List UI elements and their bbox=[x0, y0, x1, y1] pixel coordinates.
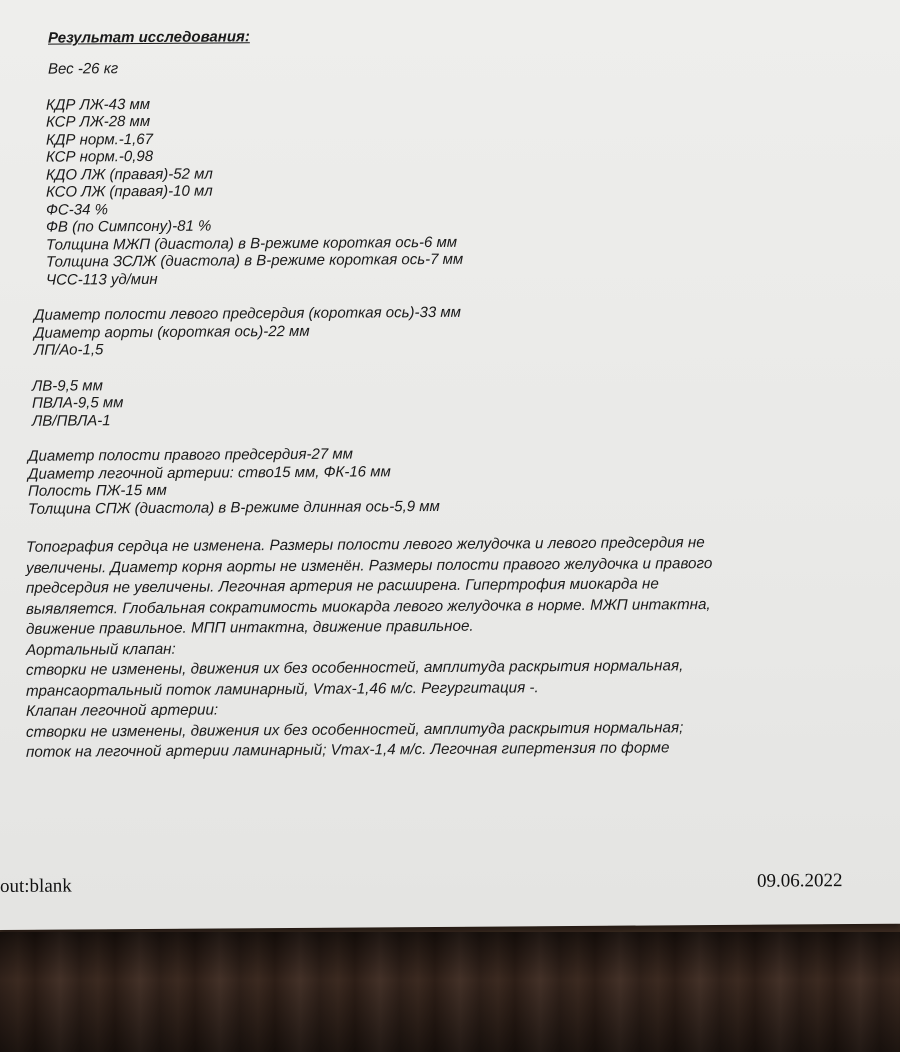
text-line: КСО ЛЖ (правая)-10 мл bbox=[46, 182, 213, 201]
report-heading: Результат исследования: bbox=[48, 28, 250, 47]
wooden-table-background bbox=[0, 932, 900, 1052]
text-line: выявляется. Глобальная сократимость миокарда левого желудочка в норме. МЖП интактна, bbox=[26, 595, 711, 618]
text-line: КДР ЛЖ-43 мм bbox=[46, 95, 151, 114]
pulmonary-veins-block bbox=[32, 372, 840, 430]
text-line: поток на легочной артерии ламинарный; Vmax-1,4 м/с. Легочная гипертензия по форме bbox=[26, 739, 670, 761]
text-line: ЛВ/ПВЛА-1 bbox=[32, 411, 111, 430]
print-footer-url: out:blank bbox=[0, 875, 72, 897]
print-footer-date: 09.06.2022 bbox=[757, 870, 843, 892]
text-line: ПВЛА-9,5 мм bbox=[32, 394, 124, 412]
text-line: створки не изменены, движения их без особенностей, амплитуда раскрытия нормальная; bbox=[26, 718, 684, 741]
text-line: ФВ (по Симпсону)-81 % bbox=[46, 217, 212, 236]
text-line: ФС-34 % bbox=[46, 200, 108, 219]
text-line: Толщина СПЖ (диастола) в В-режиме длинная ось-5,9 мм bbox=[28, 497, 440, 518]
text-line: Диаметр легочной артерии: ство15 мм, ФК-16 мм bbox=[28, 462, 391, 483]
text-line: ЛВ-9,5 мм bbox=[32, 376, 103, 395]
atrium-aorta-block bbox=[34, 301, 840, 359]
text-line: КСР ЛЖ-28 мм bbox=[46, 112, 151, 131]
text-line: предсердия не увеличены. Легочная артерия не расширена. Гипертрофия миокарда не bbox=[26, 575, 659, 597]
text-line: Аортальный клапан: bbox=[26, 640, 176, 659]
text-line: увеличены. Диаметр корня аорты не изменён. Размеры полости правого желудочка и правого bbox=[26, 554, 713, 577]
text-line: Диаметр аорты (короткая ось)-22 мм bbox=[34, 322, 310, 342]
right-heart-block bbox=[28, 442, 840, 518]
left-ventricle-block bbox=[46, 91, 840, 289]
text-line: КДО ЛЖ (правая)-52 мл bbox=[46, 165, 213, 184]
report-body bbox=[26, 24, 840, 763]
text-line: Толщина МЖП (диастола) в В-режиме короткая ось-6 мм bbox=[46, 233, 458, 254]
text-line: трансаортальный поток ламинарный, Vmax-1,46 м/с. Регургитация -. bbox=[26, 678, 539, 700]
text-line: Клапан легочной артерии: bbox=[26, 701, 219, 720]
conclusion-paragraph bbox=[26, 532, 826, 763]
text-line: створки не изменены, движения их без особенностей, амплитуда раскрытия нормальная, bbox=[26, 657, 684, 679]
text-line: движение правильное. МПП интактна, движение правильное. bbox=[26, 617, 474, 638]
text-line: Диаметр полости правого предсердия-27 мм bbox=[28, 445, 353, 465]
text-line: Топография сердца не изменена. Размеры полости левого желудочка и левого предсердия не bbox=[26, 534, 705, 556]
text-line: Вес -26 кг bbox=[48, 60, 119, 78]
text-line: ЧСС-113 уд/мин bbox=[46, 270, 158, 289]
text-line: ЛП/Ао-1,5 bbox=[34, 341, 104, 359]
text-line: КДР норм.-1,67 bbox=[46, 130, 153, 149]
text-line: Толщина ЗСЛЖ (диастола) в В-режиме короткая ось-7 мм bbox=[46, 250, 464, 271]
text-line: Полость ПЖ-15 мм bbox=[28, 481, 167, 500]
text-line: КСР норм.-0,98 bbox=[46, 147, 154, 166]
text-line: Диаметр полости левого предсердия (короткая ось)-33 мм bbox=[34, 303, 461, 324]
